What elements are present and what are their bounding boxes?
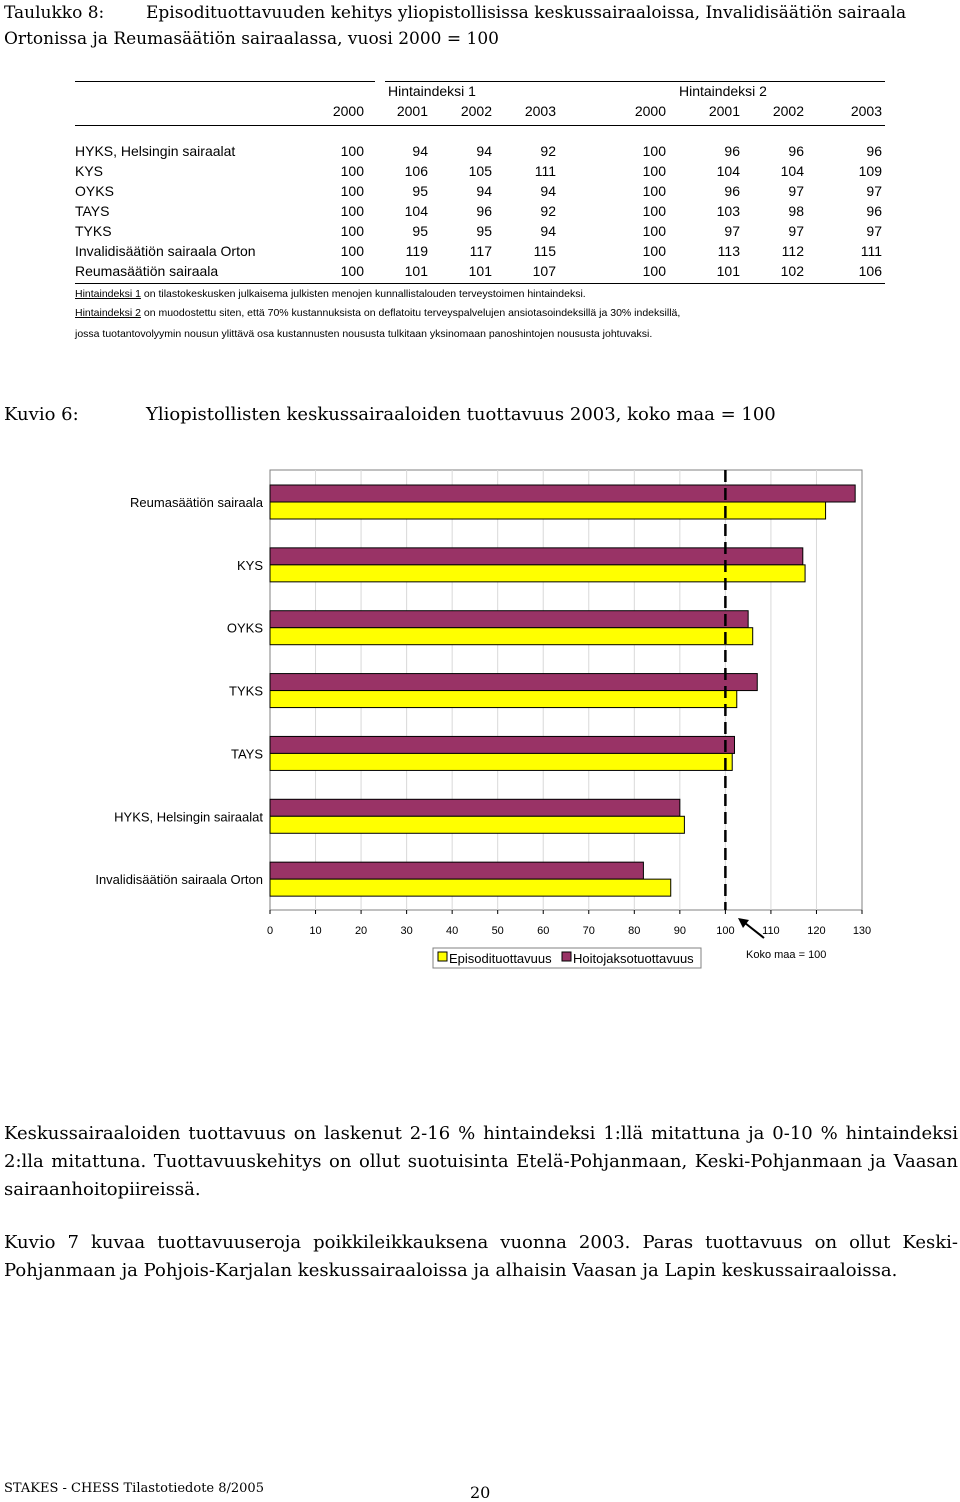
table-cell: 100 — [642, 263, 666, 279]
table-cell: 92 — [540, 203, 556, 219]
x-tick-label: 80 — [628, 925, 641, 937]
table-row-label: TYKS — [75, 223, 112, 239]
category-label: Reumasäätiön sairaala — [130, 495, 263, 510]
bar — [270, 628, 753, 645]
table-note-3 — [75, 327, 652, 341]
year-header: 2001 — [396, 103, 428, 119]
table-row-label: Reumasäätiön sairaala — [75, 263, 219, 279]
note-term: Hintaindeksi 2 — [75, 307, 141, 319]
table-row-label: HYKS, Helsingin sairaalat — [75, 143, 236, 159]
footer-publication: STAKES - CHESS Tilastotiedote 8/2005 — [4, 1481, 264, 1496]
bar — [270, 816, 684, 833]
year-header: 2000 — [634, 103, 666, 119]
x-tick-label: 20 — [354, 925, 368, 937]
figure-caption-label: Kuvio 6: — [4, 404, 79, 425]
table-cell: 97 — [788, 183, 804, 199]
year-header: 2003 — [850, 103, 882, 119]
bar — [270, 879, 671, 896]
reference-arrow — [745, 923, 764, 938]
table-note-1 — [75, 287, 586, 301]
table-cell: 100 — [642, 163, 666, 179]
table-cell: 95 — [476, 223, 492, 239]
table-cell: 103 — [716, 203, 740, 219]
table-cell: 117 — [469, 243, 492, 259]
table-row-label: Invalidisäätiön sairaala Orton — [75, 243, 256, 259]
table-cell: 97 — [724, 223, 740, 239]
table-cell: 100 — [340, 223, 364, 239]
reference-label: Koko maa = 100 — [746, 949, 827, 961]
table-cell: 111 — [534, 163, 556, 179]
table-cell: 101 — [404, 263, 428, 279]
table-cell: 101 — [468, 263, 492, 279]
category-label: HYKS, Helsingin sairaalat — [114, 809, 263, 825]
table-bottom-rule — [75, 283, 885, 284]
category-label: TYKS — [229, 683, 263, 699]
table-cell: 96 — [724, 183, 740, 199]
bar — [270, 799, 680, 816]
table-cell: 100 — [340, 163, 364, 179]
table-cell: 111 — [860, 243, 882, 259]
table-cell: 92 — [540, 143, 556, 159]
table-cell: 95 — [412, 183, 428, 199]
table-cell: 100 — [642, 243, 666, 259]
table-cell: 104 — [716, 163, 740, 179]
table-cell: 96 — [724, 143, 740, 159]
table-cell: 109 — [858, 163, 882, 179]
table-cell: 112 — [781, 243, 804, 259]
note-text: jossa tuotantovolyymin nousun ylittävä osa kustannusten noususta tulkitaan yksinomaan panoshintojen noususta johtuvaksi. — [75, 328, 653, 340]
table-row-label: OYKS — [75, 183, 114, 199]
x-tick-label: 30 — [400, 925, 413, 937]
x-tick-label: 120 — [807, 925, 826, 937]
legend-label: Hoitojaksotuottavuus — [573, 951, 694, 966]
category-label: Invalidisäätiön sairaala Orton — [95, 872, 263, 888]
paragraph-2: Kuvio 7 kuvaa tuottavuuseroja poikkileikkauksena vuonna 2003. Paras tuottavuus on ollut Keski-Pohjanmaan ja Pohjois-Karjalan keskussairaaloissa ja alhaisin Vaasan ja Lapin keskussairaaloissa. — [4, 1232, 958, 1281]
bar — [270, 736, 734, 753]
table-cell: 104 — [404, 203, 428, 219]
table-cell: 106 — [858, 263, 882, 279]
table-cell: 96 — [788, 143, 804, 159]
bar — [270, 611, 748, 628]
table-cell: 100 — [642, 223, 666, 239]
table-cell: 102 — [780, 263, 804, 279]
table-cell: 113 — [717, 243, 740, 259]
table-note-2 — [75, 306, 680, 320]
year-header: 2002 — [772, 103, 804, 119]
table-row-label: KYS — [75, 163, 104, 179]
table-row-label: TAYS — [75, 203, 110, 219]
table-cell: 100 — [642, 183, 666, 199]
table-cell: 95 — [412, 223, 428, 239]
table-cell: 100 — [340, 183, 364, 199]
table-cell: 100 — [642, 143, 666, 159]
legend-swatch — [438, 952, 447, 961]
x-tick-label: 100 — [716, 925, 735, 937]
table-cell: 94 — [476, 183, 492, 199]
table-cell: 100 — [340, 143, 364, 159]
category-label: OYKS — [226, 620, 263, 636]
table-cell: 97 — [866, 183, 882, 199]
x-tick-label: 90 — [673, 925, 686, 937]
bar — [270, 753, 732, 770]
x-tick-label: 60 — [537, 925, 550, 937]
table-cell: 97 — [866, 223, 882, 239]
category-label: KYS — [236, 557, 263, 573]
table-caption-label: Taulukko 8: — [4, 3, 105, 23]
table-cell: 115 — [533, 243, 556, 259]
bar — [270, 862, 643, 879]
bar — [270, 691, 737, 708]
bar — [270, 502, 826, 519]
table-cell: 100 — [642, 203, 666, 219]
note-text: on tilastokeskusken julkaisema julkisten menojen kunnallistalouden terveystoimen hintaindeksi. — [140, 288, 586, 300]
x-tick-label: 40 — [446, 925, 459, 937]
note-text: on muodostettu siten, että 70% kustannuksista on deflatoitu terveyspalvelujen ansiotasoindeksillä ja 30% indeksillä, — [140, 307, 681, 319]
bar — [270, 485, 855, 502]
table-cell: 104 — [780, 163, 804, 179]
table-cell: 94 — [540, 183, 556, 199]
table-caption-line1: Episodituottavuuden kehitys yliopistollisissa keskussairaaloissa, Invalidisäätiön sairaala — [146, 3, 907, 23]
table-caption-line2: Ortonissa ja Reumasäätiön sairaalassa, vuosi 2000 = 100 — [4, 29, 500, 49]
table-cell: 106 — [404, 163, 428, 179]
reference-arrowhead — [738, 918, 749, 928]
bar — [270, 674, 757, 691]
table-top-rule-left — [75, 81, 375, 82]
table-header-rule — [75, 125, 885, 126]
table-cell: 97 — [788, 223, 804, 239]
x-tick-label: 70 — [582, 925, 595, 937]
table-cell: 101 — [716, 263, 740, 279]
year-header: 2001 — [708, 103, 740, 119]
year-header: 2000 — [332, 103, 364, 119]
table-cell: 98 — [788, 203, 804, 219]
table-cell: 96 — [866, 143, 882, 159]
table-cell: 100 — [340, 203, 364, 219]
figure-caption-text: Yliopistollisten keskussairaaloiden tuottavuus 2003, koko maa = 100 — [146, 404, 776, 425]
table-cell: 100 — [340, 263, 364, 279]
table-cell: 96 — [476, 203, 492, 219]
footer-page-number: 20 — [470, 1483, 491, 1502]
x-tick-label: 110 — [762, 925, 780, 937]
note-term: Hintaindeksi 1 — [75, 288, 141, 300]
x-tick-label: 50 — [491, 925, 504, 937]
table-cell: 105 — [468, 163, 492, 179]
table-cell: 94 — [476, 143, 492, 159]
x-tick-label: 10 — [309, 925, 322, 937]
x-tick-label: 130 — [852, 925, 872, 937]
year-header: 2003 — [524, 103, 556, 119]
legend-label: Episodituottavuus — [449, 951, 552, 966]
year-header: 2002 — [460, 103, 492, 119]
category-label: TAYS — [230, 746, 263, 762]
bar — [270, 548, 803, 565]
table-cell: 94 — [412, 143, 428, 159]
paragraph-1: Keskussairaaloiden tuottavuus on laskenut 2-16 % hintaindeksi 1:llä mitattuna ja 0-10 % hintaindeksi 2:lla mitattuna. Tuottavuuskehitys on ollut suotuisinta Etelä-Pohjanmaan, Keski-Pohjanmaan ja Vaasan sairaanhoitopiireissä. — [4, 1123, 958, 1200]
group-header-2: Hintaindeksi 2 — [679, 83, 767, 99]
table-cell: 107 — [532, 263, 556, 279]
table-cell: 100 — [340, 243, 364, 259]
productivity-bar-chart — [0, 460, 960, 980]
table-cell: 94 — [540, 223, 556, 239]
legend-swatch — [562, 952, 571, 961]
table-cell: 119 — [405, 243, 428, 259]
table-cell: 96 — [866, 203, 882, 219]
x-tick-label: 0 — [266, 925, 274, 937]
group-header-1: Hintaindeksi 1 — [388, 83, 476, 99]
